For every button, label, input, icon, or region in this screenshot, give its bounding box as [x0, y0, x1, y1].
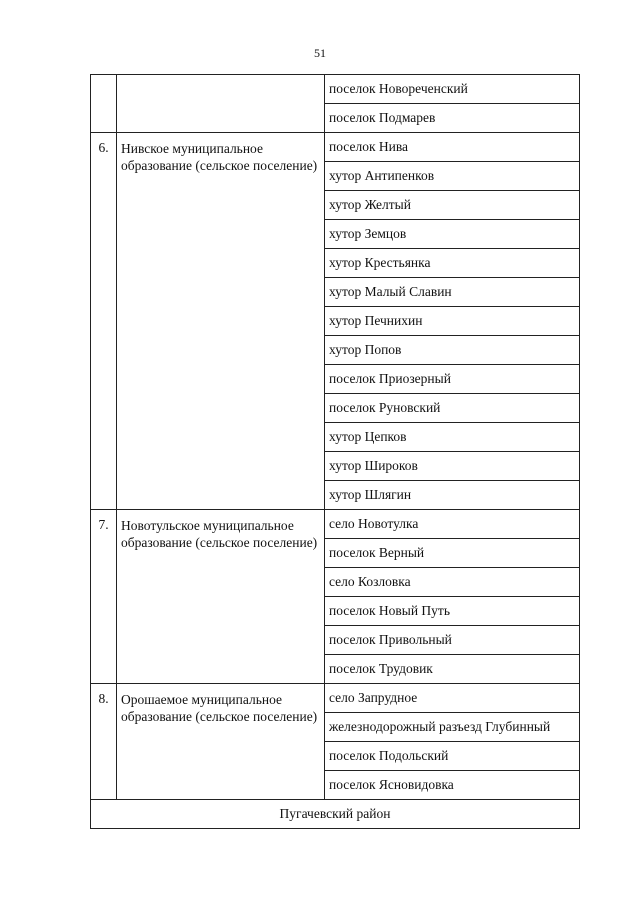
- settlement-name: железнодорожный разъезд Глубинный: [325, 713, 580, 742]
- settlement-name: поселок Верный: [325, 539, 580, 568]
- settlement-name: село Новотулка: [325, 510, 580, 539]
- settlement-name: хутор Цепков: [325, 423, 580, 452]
- settlement-name: хутор Крестьянка: [325, 249, 580, 278]
- settlement-name: хутор Шлягин: [325, 481, 580, 510]
- table-row: [91, 75, 580, 104]
- settlement-name: село Козловка: [325, 568, 580, 597]
- settlements-table: [90, 74, 580, 829]
- group-number: [91, 75, 117, 133]
- municipality-name: Новотульское муниципальное образование (сельское поселение): [117, 510, 325, 684]
- settlement-name: поселок Подольский: [325, 742, 580, 771]
- settlement-name: поселок Новый Путь: [325, 597, 580, 626]
- table-row: [91, 684, 580, 713]
- settlement-name: хутор Широков: [325, 452, 580, 481]
- settlement-name: хутор Малый Славин: [325, 278, 580, 307]
- settlement-name: хутор Печнихин: [325, 307, 580, 336]
- settlement-name: поселок Привольный: [325, 626, 580, 655]
- municipality-name: Орошаемое муниципальное образование (сельское поселение): [117, 684, 325, 800]
- region-heading: Пугачевский район: [91, 800, 580, 829]
- group-number: 6.: [91, 133, 117, 510]
- settlement-name: хутор Земцов: [325, 220, 580, 249]
- settlement-name: поселок Приозерный: [325, 365, 580, 394]
- table-row: [91, 133, 580, 162]
- settlement-name: поселок Трудовик: [325, 655, 580, 684]
- page-number: 51: [314, 46, 326, 60]
- table-body: [91, 75, 580, 829]
- region-row: [91, 800, 580, 829]
- settlement-name: поселок Ясновидовка: [325, 771, 580, 800]
- table-row: [91, 510, 580, 539]
- settlements-table-container: [90, 74, 580, 829]
- settlement-name: поселок Подмарев: [325, 104, 580, 133]
- group-number: 7.: [91, 510, 117, 684]
- settlement-name: поселок Нива: [325, 133, 580, 162]
- settlement-name: поселок Новореченский: [325, 75, 580, 104]
- settlement-name: поселок Руновский: [325, 394, 580, 423]
- municipality-name: [117, 75, 325, 133]
- group-number: 8.: [91, 684, 117, 800]
- settlement-name: хутор Попов: [325, 336, 580, 365]
- settlement-name: хутор Антипенков: [325, 162, 580, 191]
- settlement-name: хутор Желтый: [325, 191, 580, 220]
- municipality-name: Нивское муниципальное образование (сельское поселение): [117, 133, 325, 510]
- settlement-name: село Запрудное: [325, 684, 580, 713]
